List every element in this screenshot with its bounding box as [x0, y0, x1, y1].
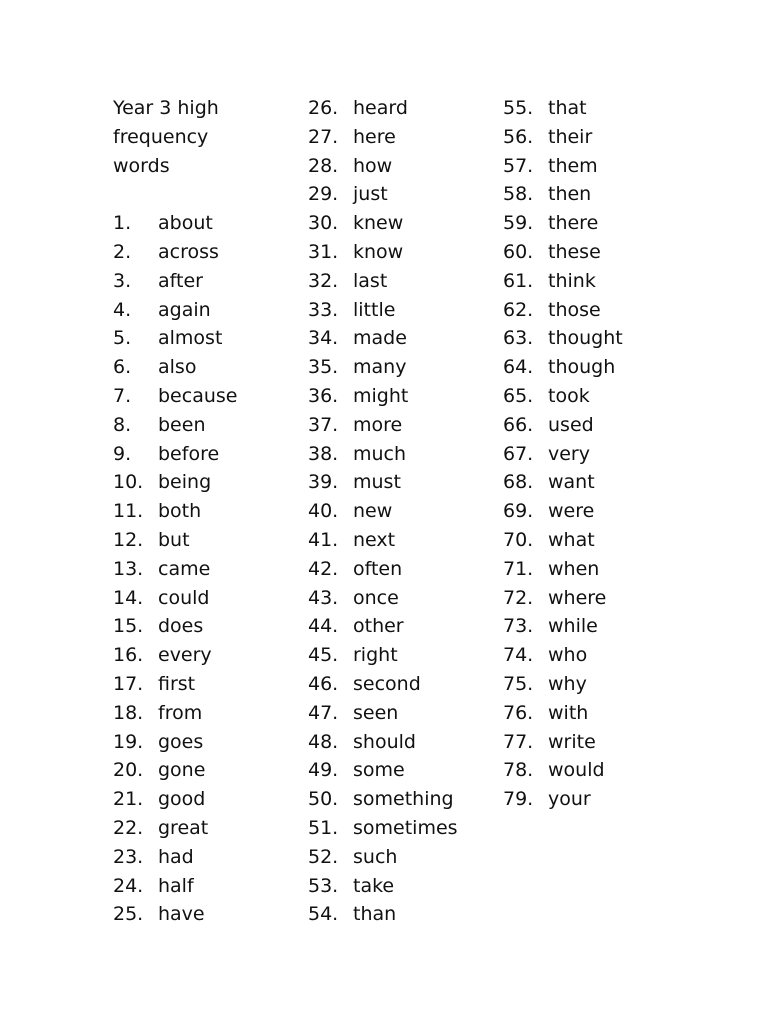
item-number: 68.: [503, 471, 534, 494]
item-number: 1.: [113, 212, 132, 235]
list-item: [308, 699, 498, 728]
word-list-2: [308, 94, 498, 929]
item-number: 38.: [308, 442, 339, 465]
list-item: [113, 728, 303, 757]
list-item: [113, 440, 303, 469]
item-word: used: [548, 413, 594, 436]
item-number: 65.: [503, 384, 534, 407]
item-word: heard: [353, 97, 408, 119]
item-word: could: [158, 586, 210, 609]
item-number: 8.: [113, 413, 132, 436]
item-word: there: [548, 212, 599, 235]
item-word: right: [353, 644, 398, 667]
item-number: 34.: [308, 327, 339, 350]
item-number: 66.: [503, 413, 534, 436]
list-item: [113, 324, 303, 353]
list-item: [308, 152, 498, 181]
list-item: [308, 670, 498, 699]
list-item: [113, 296, 303, 325]
list-item: [503, 324, 693, 353]
item-number: 31.: [308, 240, 339, 263]
list-item: [308, 785, 498, 814]
item-word: goes: [158, 730, 204, 753]
item-number: 43.: [308, 586, 339, 609]
item-word: such: [353, 845, 398, 868]
item-word: great: [158, 816, 209, 839]
item-word: again: [158, 298, 211, 321]
item-number: 7.: [113, 384, 132, 407]
list-item: [113, 555, 303, 584]
title-spacer: [113, 180, 303, 209]
item-word: here: [353, 125, 396, 148]
list-item: [308, 526, 498, 555]
item-number: 75.: [503, 672, 534, 695]
item-number: 19.: [113, 730, 144, 753]
item-word: know: [353, 240, 404, 263]
list-item: [308, 872, 498, 901]
list-item: [308, 756, 498, 785]
list-item: [503, 497, 693, 526]
list-item: [503, 440, 693, 469]
item-word: both: [158, 500, 202, 523]
item-word: gone: [158, 759, 206, 782]
list-item: [308, 497, 498, 526]
list-item: [308, 440, 498, 469]
item-number: 58.: [503, 183, 534, 206]
item-number: 77.: [503, 730, 534, 753]
item-word: after: [158, 269, 203, 292]
item-number: 24.: [113, 874, 144, 897]
list-item: [503, 526, 693, 555]
item-number: 29.: [308, 183, 339, 206]
item-number: 54.: [308, 903, 339, 926]
item-word: while: [548, 615, 598, 638]
item-word: with: [548, 701, 589, 724]
list-item: [113, 670, 303, 699]
document-title-line-2: frequency: [113, 125, 209, 148]
item-number: 25.: [113, 903, 144, 926]
item-word: almost: [158, 327, 223, 350]
item-word: next: [353, 528, 396, 551]
list-item: [113, 411, 303, 440]
item-word: last: [353, 269, 388, 292]
item-word: but: [158, 528, 190, 551]
list-item: [503, 641, 693, 670]
item-number: 49.: [308, 759, 339, 782]
list-item: [308, 612, 498, 641]
item-number: 18.: [113, 701, 144, 724]
item-number: 71.: [503, 557, 534, 580]
list-item: [308, 728, 498, 757]
item-number: 36.: [308, 384, 339, 407]
item-word: some: [353, 759, 405, 782]
word-column-3: [503, 94, 693, 814]
list-item: [308, 324, 498, 353]
item-number: 73.: [503, 615, 534, 638]
item-number: 67.: [503, 442, 534, 465]
item-word: more: [353, 413, 403, 436]
item-number: 17.: [113, 672, 144, 695]
item-word: made: [353, 327, 407, 350]
list-item: [113, 526, 303, 555]
item-word: write: [548, 730, 596, 753]
list-item: [113, 785, 303, 814]
list-item: [503, 238, 693, 267]
item-number: 55.: [503, 97, 534, 119]
item-word: take: [353, 874, 395, 897]
list-item: [113, 699, 303, 728]
item-word: those: [548, 298, 601, 321]
item-number: 3.: [113, 269, 132, 292]
item-word: had: [158, 845, 194, 868]
item-number: 9.: [113, 442, 132, 465]
item-number: 72.: [503, 586, 534, 609]
item-word: second: [353, 672, 421, 695]
list-item: [503, 123, 693, 152]
item-number: 46.: [308, 672, 339, 695]
item-word: first: [158, 672, 196, 695]
item-word: might: [353, 384, 409, 407]
list-item: [308, 267, 498, 296]
item-number: 13.: [113, 557, 144, 580]
list-item: [503, 785, 693, 814]
item-word: once: [353, 586, 399, 609]
item-number: 23.: [113, 845, 144, 868]
item-number: 61.: [503, 269, 534, 292]
item-word: have: [158, 903, 205, 926]
item-word: just: [353, 183, 388, 206]
list-item: [503, 180, 693, 209]
item-word: then: [548, 183, 592, 206]
list-item: [503, 756, 693, 785]
list-item: [503, 209, 693, 238]
item-number: 41.: [308, 528, 339, 551]
item-number: 52.: [308, 845, 339, 868]
item-word: took: [548, 384, 590, 407]
item-word: who: [548, 644, 588, 667]
item-word: want: [548, 471, 595, 494]
item-number: 40.: [308, 500, 339, 523]
item-word: your: [548, 788, 591, 811]
list-item: [503, 296, 693, 325]
item-word: often: [353, 557, 403, 580]
list-item: [113, 872, 303, 901]
item-number: 48.: [308, 730, 339, 753]
item-number: 51.: [308, 816, 339, 839]
word-column-2: [308, 94, 498, 929]
item-number: 20.: [113, 759, 144, 782]
list-item: [113, 468, 303, 497]
list-item: [308, 238, 498, 267]
item-number: 63.: [503, 327, 534, 350]
item-word: been: [158, 413, 206, 436]
item-word: must: [353, 471, 401, 494]
item-word: half: [158, 874, 194, 897]
list-item: [308, 814, 498, 843]
list-item: [503, 728, 693, 757]
item-number: 53.: [308, 874, 339, 897]
item-number: 57.: [503, 154, 534, 177]
item-word: also: [158, 356, 197, 379]
item-word: thought: [548, 327, 623, 350]
list-item: [113, 209, 303, 238]
list-item: [308, 209, 498, 238]
word-list-1: [113, 209, 303, 929]
item-number: 30.: [308, 212, 339, 235]
list-item: [503, 612, 693, 641]
item-number: 28.: [308, 154, 339, 177]
list-item: [113, 814, 303, 843]
item-number: 74.: [503, 644, 534, 667]
item-number: 16.: [113, 644, 144, 667]
list-item: [308, 94, 498, 123]
list-item: [503, 555, 693, 584]
item-word: something: [353, 788, 454, 811]
list-item: [308, 353, 498, 382]
item-word: does: [158, 615, 204, 638]
item-number: 37.: [308, 413, 339, 436]
list-item: [113, 382, 303, 411]
item-number: 56.: [503, 125, 534, 148]
list-item: [113, 641, 303, 670]
list-item: [503, 699, 693, 728]
item-word: what: [548, 528, 595, 551]
item-word: sometimes: [353, 816, 458, 839]
item-word: came: [158, 557, 211, 580]
item-number: 59.: [503, 212, 534, 235]
item-word: should: [353, 730, 416, 753]
item-number: 44.: [308, 615, 339, 638]
document-title-line-3: words: [113, 154, 170, 177]
item-word: seen: [353, 701, 399, 724]
item-word: when: [548, 557, 600, 580]
item-word: many: [353, 356, 407, 379]
word-column-1: [113, 94, 303, 929]
list-item: [113, 584, 303, 613]
item-number: 11.: [113, 500, 144, 523]
item-word: knew: [353, 212, 404, 235]
item-word: about: [158, 212, 213, 235]
item-word: though: [548, 356, 616, 379]
item-number: 12.: [113, 528, 144, 551]
list-item: [503, 152, 693, 181]
item-word: because: [158, 384, 238, 407]
item-word: from: [158, 701, 203, 724]
list-item: [113, 353, 303, 382]
item-number: 70.: [503, 528, 534, 551]
list-item: [308, 296, 498, 325]
list-item: [113, 238, 303, 267]
item-number: 35.: [308, 356, 339, 379]
list-item: [503, 584, 693, 613]
item-number: 14.: [113, 586, 144, 609]
item-word: every: [158, 644, 212, 667]
list-item: [308, 900, 498, 929]
item-word: before: [158, 442, 220, 465]
item-word: think: [548, 269, 596, 292]
item-number: 78.: [503, 759, 534, 782]
list-item: [113, 267, 303, 296]
item-number: 22.: [113, 816, 144, 839]
item-number: 4.: [113, 298, 132, 321]
list-item: [113, 497, 303, 526]
item-number: 10.: [113, 471, 144, 494]
word-list-3: [503, 94, 693, 814]
list-item: [503, 468, 693, 497]
list-item: [113, 843, 303, 872]
document-title-line-1: Year 3 high: [113, 97, 219, 119]
item-word: very: [548, 442, 590, 465]
list-item: [503, 382, 693, 411]
item-number: 60.: [503, 240, 534, 263]
item-word: new: [353, 500, 393, 523]
item-word: were: [548, 500, 595, 523]
item-number: 21.: [113, 788, 144, 811]
item-number: 62.: [503, 298, 534, 321]
list-item: [308, 123, 498, 152]
item-number: 45.: [308, 644, 339, 667]
item-number: 2.: [113, 240, 132, 263]
item-word: them: [548, 154, 598, 177]
item-word: their: [548, 125, 593, 148]
item-word: being: [158, 471, 212, 494]
item-number: 32.: [308, 269, 339, 292]
item-number: 33.: [308, 298, 339, 321]
list-item: [308, 555, 498, 584]
list-item: [503, 411, 693, 440]
item-number: 47.: [308, 701, 339, 724]
item-word: why: [548, 672, 587, 695]
item-number: 79.: [503, 788, 534, 811]
item-word: much: [353, 442, 407, 465]
item-word: these: [548, 240, 601, 263]
list-item: [308, 180, 498, 209]
item-number: 39.: [308, 471, 339, 494]
item-number: 50.: [308, 788, 339, 811]
list-item: [113, 900, 303, 929]
item-number: 27.: [308, 125, 339, 148]
list-item: [503, 94, 693, 123]
item-word: would: [548, 759, 605, 782]
list-item: [308, 411, 498, 440]
item-number: 76.: [503, 701, 534, 724]
list-item: [113, 756, 303, 785]
item-word: how: [353, 154, 393, 177]
list-item: [308, 641, 498, 670]
item-word: that: [548, 97, 587, 119]
item-number: 69.: [503, 500, 534, 523]
list-item: [503, 670, 693, 699]
list-item: [113, 612, 303, 641]
item-word: good: [158, 788, 206, 811]
list-item: [308, 468, 498, 497]
item-number: 6.: [113, 356, 132, 379]
item-word: little: [353, 298, 396, 321]
item-word: than: [353, 903, 397, 926]
list-item: [503, 353, 693, 382]
item-number: 64.: [503, 356, 534, 379]
list-item: [308, 382, 498, 411]
item-word: across: [158, 240, 219, 263]
list-item: [308, 843, 498, 872]
item-word: where: [548, 586, 607, 609]
item-word: other: [353, 615, 404, 638]
list-item: [308, 584, 498, 613]
item-number: 15.: [113, 615, 144, 638]
item-number: 26.: [308, 97, 339, 119]
item-number: 42.: [308, 557, 339, 580]
item-number: 5.: [113, 327, 132, 350]
list-item: [503, 267, 693, 296]
